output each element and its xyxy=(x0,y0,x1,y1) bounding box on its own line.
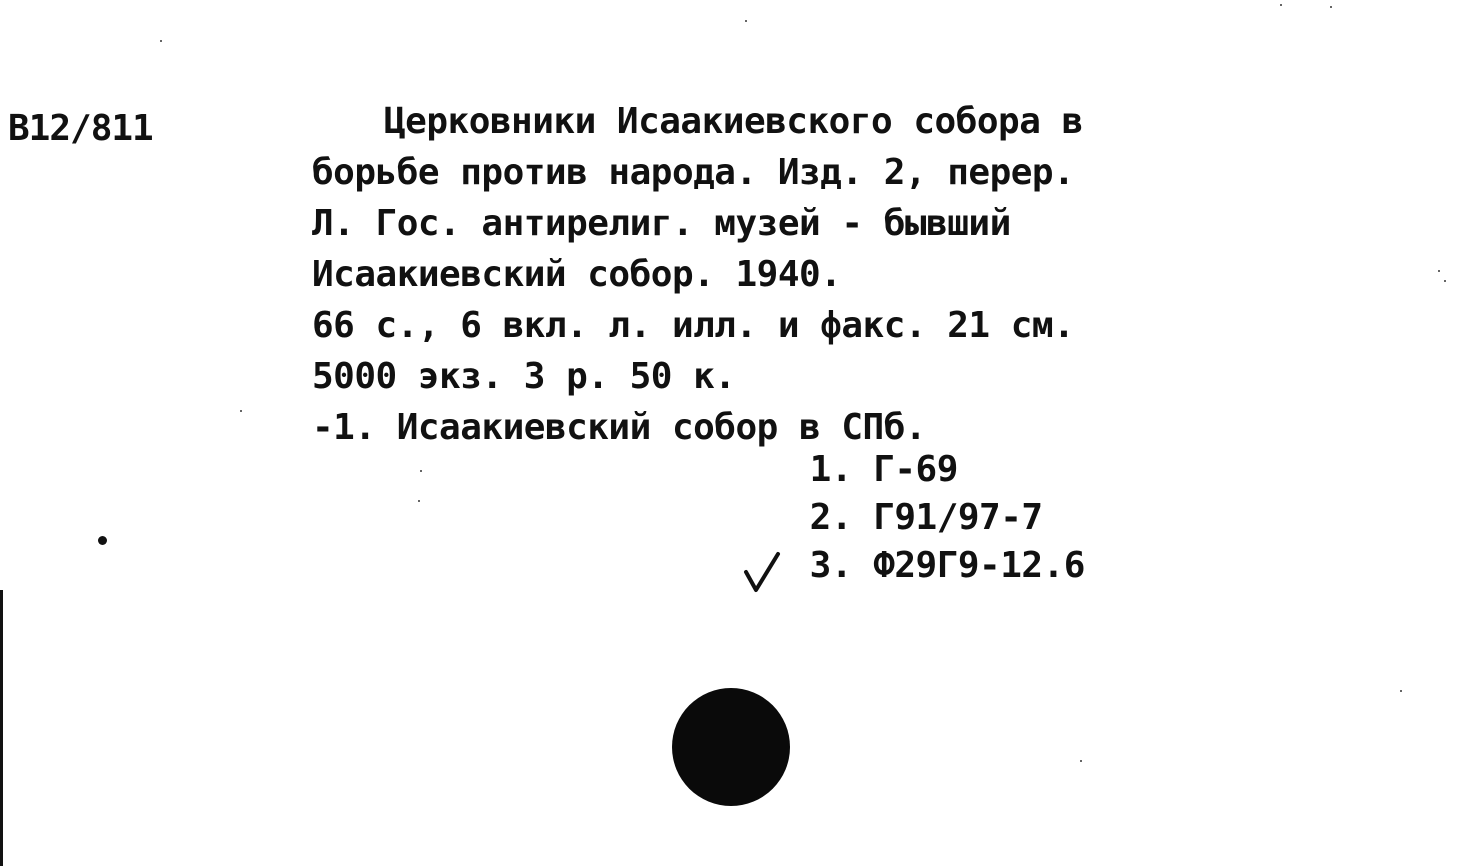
entry-line: борьбе против народа. Изд. 2, перер. xyxy=(312,152,1075,193)
code-row xyxy=(740,446,1085,494)
scan-speck xyxy=(240,410,242,412)
checkmark-icon xyxy=(742,550,782,594)
entry-line: Церковники Исаакиевского собора в xyxy=(384,101,1083,142)
bibliographic-entry xyxy=(312,96,1222,453)
shelfmark: В12/811 xyxy=(8,108,153,149)
scan-speck xyxy=(418,500,420,502)
scan-speck xyxy=(1330,6,1332,8)
ink-dot xyxy=(98,536,107,545)
code-row xyxy=(740,494,1085,542)
scan-speck xyxy=(1438,270,1440,272)
scan-speck xyxy=(1080,760,1082,762)
code-value: Ф29Г9-12.6 xyxy=(873,545,1085,586)
classification-codes xyxy=(740,446,1085,590)
entry-line: Л. Гос. антирелиг. музей - бывший xyxy=(312,203,1011,244)
punch-hole xyxy=(672,688,790,806)
code-number: 1. xyxy=(809,449,852,490)
card-left-edge xyxy=(0,590,3,866)
entry-line: Исаакиевский собор. 1940. xyxy=(312,254,842,295)
scan-speck xyxy=(745,20,747,22)
scan-speck xyxy=(160,40,162,42)
scan-speck xyxy=(1280,4,1282,6)
code-number: 3. xyxy=(809,545,852,586)
scan-speck xyxy=(1400,690,1402,692)
code-row xyxy=(740,542,1085,590)
subject-heading: -1. Исаакиевский собор в СПб. xyxy=(312,407,927,448)
code-number: 2. xyxy=(809,497,852,538)
entry-line: 66 с., 6 вкл. л. илл. и факс. 21 см. xyxy=(312,305,1075,346)
code-value: Г-69 xyxy=(873,449,958,490)
scan-speck xyxy=(1444,280,1446,282)
entry-line: 5000 экз. 3 р. 50 к. xyxy=(312,356,736,397)
scan-speck xyxy=(420,470,422,472)
code-value: Г91/97-7 xyxy=(873,497,1043,538)
